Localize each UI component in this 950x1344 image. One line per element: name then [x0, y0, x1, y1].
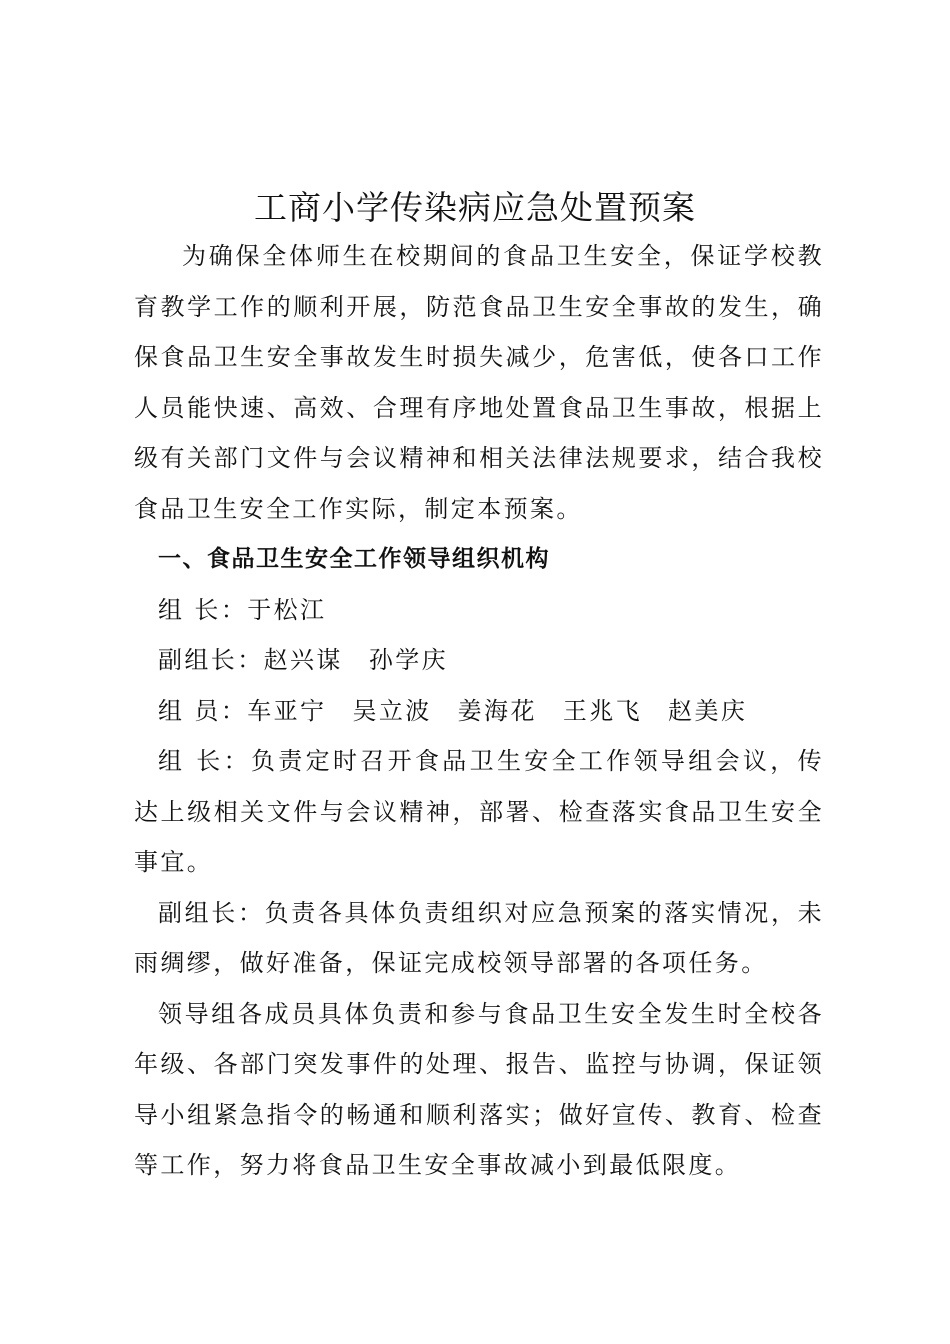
- leader-label: 组 长：: [158, 595, 248, 624]
- deputy-name: 赵兴谋: [263, 646, 343, 674]
- member-name: 吴立波: [352, 696, 432, 725]
- document-title: 工商小学传染病应急处置预案: [254, 188, 696, 227]
- members-line: [134, 686, 824, 737]
- leader-name: 于松江: [247, 595, 327, 624]
- leader-duty-paragraph: 组 长：负责定时召开食品卫生安全工作领导组会议，传达上级相关文件与会议精神，部署、检查落实食品卫生安全事宜。: [134, 747, 824, 876]
- deputy-line: [134, 635, 824, 686]
- leader-line: [134, 585, 824, 636]
- intro-paragraph: 为确保全体师生在校期间的食品卫生安全，保证学校教育教学工作的顺利开展，防范食品卫生安全事故的发生，确保食品卫生安全事故发生时损失减少，危害低，使各口工作人员能快速、高效、合理有序地处置食品卫生事故，根据上级有关部门文件与会议精神和相关法律法规要求，结合我校食品卫生安全工作实际，制定本预案。: [134, 242, 824, 523]
- section-heading: 一、食品卫生安全工作领导组织机构: [158, 546, 550, 572]
- members-duty-paragraph: 领导组各成员具体负责和参与食品卫生安全发生时全校各年级、各部门突发事件的处理、报告、监控与协调，保证领导小组紧急指令的畅通和顺利落实；做好宣传、教育、检查等工作，努力将食品卫生安全事故减小到最低限度。: [134, 999, 824, 1179]
- deputy-duty-paragraph: 副组长：负责各具体负责组织对应急预案的落实情况，未雨绸缪，做好准备，保证完成校领导部署的各项任务。: [134, 898, 824, 977]
- member-name: 车亚宁: [247, 696, 327, 725]
- deputy-label: 副组长：: [158, 646, 264, 674]
- members-label: 组 员：: [158, 696, 248, 725]
- member-name: 赵美庆: [668, 696, 748, 725]
- deputy-name: 孙学庆: [368, 646, 449, 674]
- member-name: 姜海花: [457, 696, 537, 725]
- member-name: 王兆飞: [562, 696, 643, 725]
- document-body: [134, 231, 824, 1191]
